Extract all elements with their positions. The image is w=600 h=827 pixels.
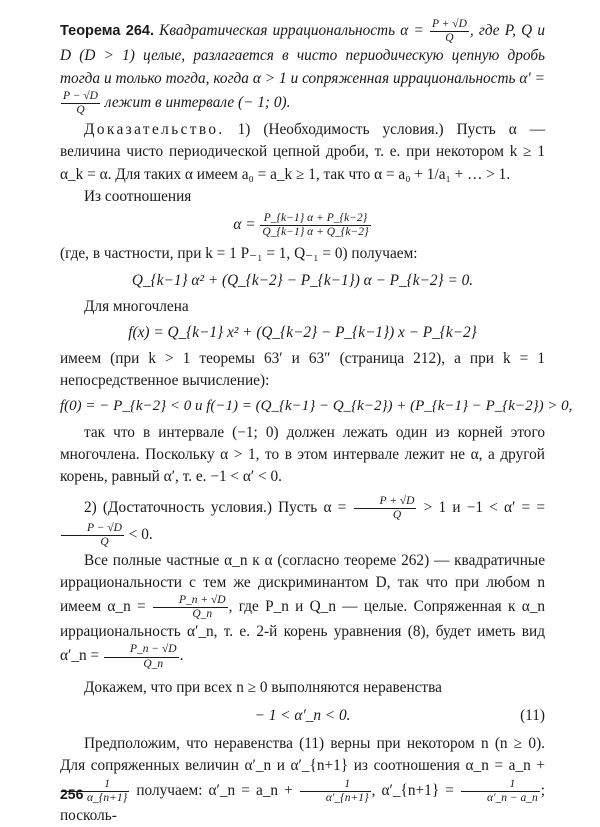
fraction-denominator: Q_n (143, 657, 164, 670)
theorem-text-1: Квадратическая иррациональность α = (159, 22, 424, 40)
equation-lhs: α = (233, 216, 256, 234)
page-number: 256 (60, 786, 84, 802)
fraction-denominator: Q_n (192, 608, 213, 621)
suppose-fraction-2 (300, 778, 371, 805)
proof-text-1: 1) (Необходимость условия.) Пусть α — величина чисто периодической цепной дроби, т. е. при некотором k ≥ 1 α_k = α. Для таких α имеем a₀ = a_k ≥ 1, так что α = a₀ + 1/a₁ + … > 1. (60, 121, 545, 183)
sufficiency-text-b: > 1 и −1 < α′ = (423, 498, 531, 516)
sufficiency-text-c: = (536, 498, 546, 516)
theorem-fraction-conjugate (61, 90, 100, 117)
fraction-denominator: Q_{k−1} α + Q_{k−2} (262, 226, 369, 239)
fraction-numerator: P_{k−1} α + P_{k−2} (260, 212, 370, 226)
suppose-fraction-3 (461, 778, 540, 805)
quotients-fraction-conjugate-n (104, 643, 179, 670)
page-content (60, 18, 573, 827)
quotients-text-e: Все полные частные α_n к α (согласно теореме 262) — квадратичные иррациональности с тем же дискриминантом D, так что при любом n имеем α_n = (60, 551, 545, 616)
fraction-denominator: α′_{n+1} (325, 791, 369, 804)
fraction-denominator: Q (76, 104, 85, 116)
quotients-fraction-alpha-n (153, 594, 228, 621)
proof-text-2: (где, в частности, при k = 1 P₋₁ = 1, Q₋₁ = 0) получаем: (60, 245, 418, 263)
fraction-numerator: P − √D (61, 522, 124, 536)
equation-polynomial: f(x) = Q_{k−1} x² + (Q_{k−2} − P_{k−1}) x − P_{k−2} (128, 323, 477, 341)
proof-heading: Доказательство. (84, 121, 225, 139)
suppose-paragraph (60, 733, 545, 827)
equation-alpha-fraction (260, 212, 370, 239)
suppose-text-d: ; посколь- (60, 781, 546, 825)
sufficiency-text-d: < 0. (128, 526, 153, 544)
fraction-numerator: P + √D (354, 495, 417, 509)
fraction-denominator: α′_n − a_n (486, 791, 538, 804)
fraction-numerator: 1 (61, 778, 129, 792)
sufficiency-fraction-conjugate (61, 522, 124, 549)
suppose-text-c: , α′_{n+1} = (371, 781, 454, 799)
prove-text: Докажем, что при всех n ≥ 0 выполняются неравенства (84, 678, 442, 696)
fraction-numerator: P − √D (61, 90, 100, 104)
suppose-text-b: получаем: α′_n = a_n + (136, 781, 293, 799)
fraction-numerator: P_n − √D (104, 643, 179, 657)
equation-number: (11) (520, 707, 545, 725)
sufficiency-fraction-alpha (354, 495, 417, 522)
equation-alpha-recurrence (60, 212, 545, 239)
equation-11 (60, 705, 545, 727)
for-polynomial-text: Для многочлена (84, 297, 189, 315)
complete-quotients-paragraph (60, 550, 545, 671)
quotients-text-g: . (179, 647, 184, 665)
equation-11-body: − 1 < α′_n < 0. (254, 707, 351, 725)
equation-values: f(0) = − P_{k−2} < 0 и f(−1) = (Q_{k−1} − Q_{k−2}) + (P_{k−1} − P_{k−2}) > 0, (60, 398, 573, 415)
proof-text-3: имеем (при k > 1 теоремы 63′ и 63″ (страница 212), а при k = 1 непосредственное вычисление): (60, 350, 545, 390)
fraction-numerator: P_n + √D (153, 594, 228, 608)
fraction-numerator: 1 (300, 778, 371, 792)
fraction-numerator: P + √D (430, 18, 469, 32)
equation-quadratic: Q_{k−1} α² + (Q_{k−2} − P_{k−1}) α − P_{k−2} = 0. (131, 271, 474, 289)
theorem-fraction-alpha (430, 18, 469, 45)
fraction-denominator: Q (100, 536, 109, 549)
theorem-label: Теорема 264. (60, 23, 154, 40)
fraction-denominator: α_{n+1} (87, 791, 128, 804)
sufficiency-paragraph (60, 495, 545, 550)
proof-text-4: так что в интервале (−1; 0) должен лежать один из корней этого многочлена. Поскольку α > 1, то в этом интервале лежит не α, а другой корень, равный α′, т. е. −1 < α′ < 0. (60, 424, 545, 486)
suppose-text-a: Предположим, что неравенства (11) верны при некотором n (n ≥ 0). Для сопряженных величин α′_n и α′_{n+1} из соотношения α_n = a_n + (60, 735, 545, 775)
fraction-denominator: Q (445, 32, 454, 45)
proof-paragraph-1 (60, 119, 545, 186)
theorem-264 (60, 18, 545, 117)
quotients-text-f: , где P_n и Q_n — целые. Сопряженная к α_n иррациональность α′_n, т. е. 2-й корень уравнения (8), будет иметь вид α′_n = (60, 598, 546, 665)
theorem-text-2: , где P, Q и D (D > 1) целые, разлагается в чисто периодическую цепную дробь тогда и только тогда, когда α > 1 и сопряженная иррациональность α′ = (60, 22, 545, 87)
from-relation-text: Из соотношения (84, 187, 192, 205)
fraction-denominator: Q (392, 508, 402, 521)
theorem-text-3: лежит в интервале (− 1; 0). (104, 94, 291, 112)
fraction-numerator: 1 (461, 778, 540, 792)
sufficiency-text-a: 2) (Достаточность условия.) Пусть α = (84, 498, 347, 516)
